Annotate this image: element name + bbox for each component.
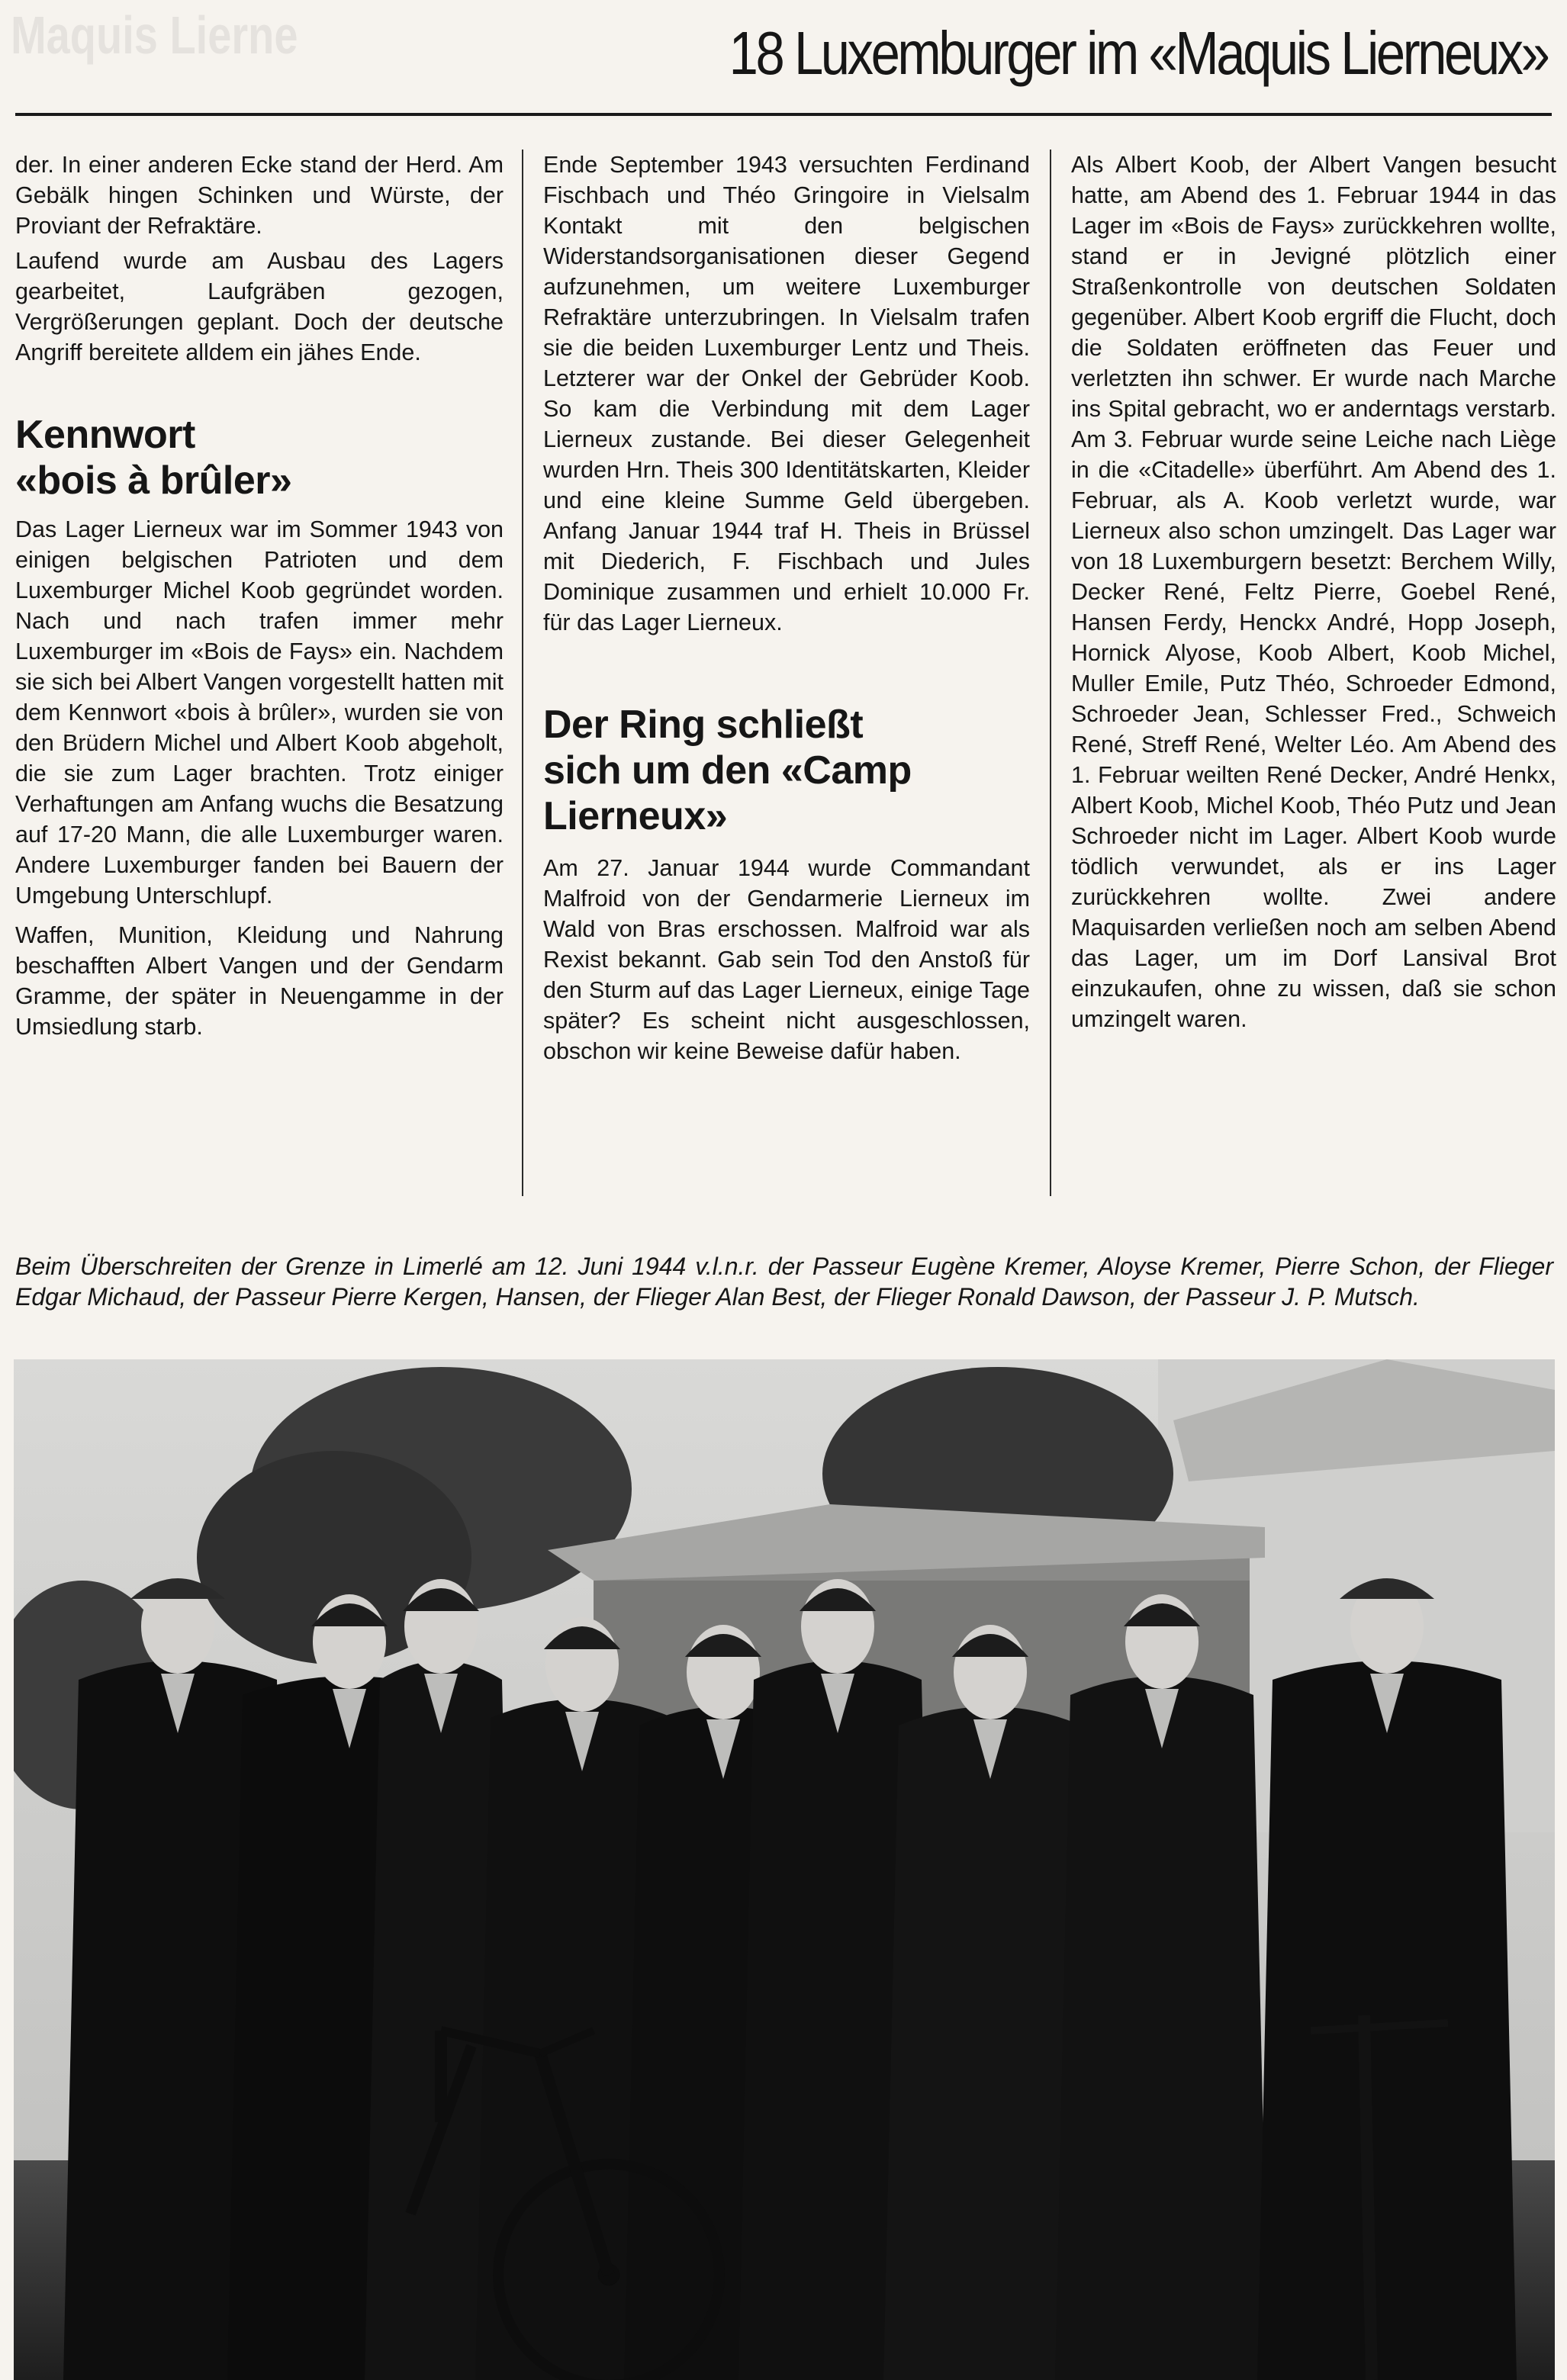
- column-divider-1: [522, 150, 523, 1196]
- article-column-1: [15, 150, 504, 1047]
- column-divider-2: [1050, 150, 1051, 1196]
- paragraph: Am 27. Januar 1944 wurde Commandant Malfroid von der Gendarmerie Lierneux im Wald von Bras erschossen. Malfroid war als Rexist bekannt. Gab sein Tod den Anstoß für den Sturm auf das Lager Lierneux, einige Tage später? Es scheint nicht ausgeschlossen, obschon wir keine Beweise dafür haben.: [543, 855, 1030, 1064]
- person-body: [1055, 1676, 1269, 2380]
- paragraph: Das Lager Lierneux war im Sommer 1943 von einigen belgischen Patrioten und dem Luxemburger Michel Koob gegründet worden. Nach und nach trafen immer mehr Luxemburger im «Bois de Fays» ein. Nachdem sie sich bei Albert Vangen vorgestellt hatten mit dem Kennwort «bois à brûler», wurden sie von den Brüdern Michel und Albert Koob abgeholt, die sie zum Lager brachten. Trotz einiger Verhaftungen am Anfang wuchs die Besatzung auf 17-20 Mann, die alle Luxemburger waren. Andere Luxemburger fanden bei Bauern der Umgebung Unterschlupf.: [15, 516, 504, 909]
- photo-caption: Beim Überschreiten der Grenze in Limerlé am 12. Juni 1944 v.l.n.r. der Passeur Eugène Kremer, Aloyse Kremer, Pierre Schon, der Flieger Edgar Michaud, der Passeur Pierre Kergen, Hansen, der Flieger Alan Best, der Flieger Ronald Dawson, der Passeur J. P. Mutsch.: [15, 1253, 1553, 1311]
- paragraph: Als Albert Koob, der Albert Vangen besucht hatte, am Abend des 1. Februar 1944 in das Lager im «Bois de Fays» zurückkehren wollte, stand er in Jevigné plötzlich einer Straßenkontrolle von deutschen Soldaten gegenüber. Albert Koob ergriff die Flucht, doch die Soldaten eröffneten das Feuer und verletzten ihn schwer. Er wurde nach Marche ins Spital gebracht, wo er anderntags verstarb. Am 3. Februar wurde seine Leiche nach Liège in die «Citadelle» überführt. Am Abend des 1. Februar, als A. Koob verletzt wurde, war Lierneux also schon umzingelt. Das Lager war von 18 Luxemburgern besetzt: Berchem Willy, Decker René, Feltz Pierre, Goebel René, Hansen Ferdy, Henckx André, Hopp Joseph, Hornick Alyose, Koob Albert, Koob Michel, Muller Emile, Putz Théo, Schroeder Edmond, Schroeder Jean, Schlesser Fred., Schweich René, Streff René, Welter Léo. Am Abend des 1. Februar weilten René Decker, André Henkx, Albert Koob, Michel Koob, Théo Putz und Jean Schroeder nicht im Lager. Albert Koob wurde tödlich verwundet, als er ins Lager zurückkehren wollte. Zwei andere Maquisarden verließen noch am selben Abend das Lager, um im Dorf Lansival Brot einzukaufen, ohne zu wissen, daß sie schon umzingelt waren.: [1071, 152, 1556, 1032]
- paragraph: der. In einer anderen Ecke stand der Herd. Am Gebälk hingen Schinken und Würste, der Proviant der Refraktäre.: [15, 152, 504, 239]
- headline-rule: [15, 113, 1552, 116]
- paragraph: Laufend wurde am Ausbau des Lagers gearbeitet, Laufgräben gezogen, Vergrößerungen geplant. Doch der deutsche Angriff bereitete alldem ein jähes Ende.: [15, 248, 504, 365]
- people-group: [63, 1578, 1517, 2380]
- article-column-2: [543, 150, 1030, 1071]
- paragraph: Waffen, Munition, Kleidung und Nahrung beschafften Albert Vangen und der Gendarm Gramme, der später in Neuengamme in der Umsiedlung starb.: [15, 922, 504, 1040]
- section-heading-line: Lierneux»: [543, 794, 728, 838]
- group-photograph: [14, 1359, 1555, 2380]
- section-heading-line: «bois à brûler»: [15, 458, 292, 503]
- bleed-through-text: Maquis Lierne: [11, 5, 298, 65]
- photo-illustration: [14, 1359, 1555, 2380]
- section-heading-line: sich um den «Camp: [543, 748, 912, 793]
- paragraph: Ende September 1943 versuchten Ferdinand Fischbach und Théo Gringoire in Vielsalm Kontakt mit den belgischen Widerstandsorganisationen dieser Gegend aufzunehmen, um weitere Luxemburger Refraktäre unterzubringen. In Vielsalm trafen sie die beiden Luxemburger Lentz und Theis. Letzterer war der Onkel der Gebrüder Koob. So kam die Verbindung mit dem Lager Lierneux zustande. Bei dieser Gelegenheit wurden Hrn. Theis 300 Identitätskarten, Kleider und eine kleine Summe Geld übergeben. Anfang Januar 1944 traf H. Theis in Brüssel mit Diederich, F. Fischbach und Jules Dominique zusammen und erhielt 10.000 Fr. für das Lager Lierneux.: [543, 152, 1030, 635]
- section-heading-line: Kennwort: [15, 413, 195, 457]
- section-heading-ring: [543, 702, 1030, 839]
- section-heading-line: Der Ring schließt: [543, 703, 864, 747]
- page-headline: 18 Luxemburger im «Maquis Lierneux»: [729, 19, 1547, 87]
- section-heading-kennwort: [15, 412, 504, 503]
- person-body: [1257, 1661, 1517, 2380]
- article-column-3: [1071, 150, 1556, 1039]
